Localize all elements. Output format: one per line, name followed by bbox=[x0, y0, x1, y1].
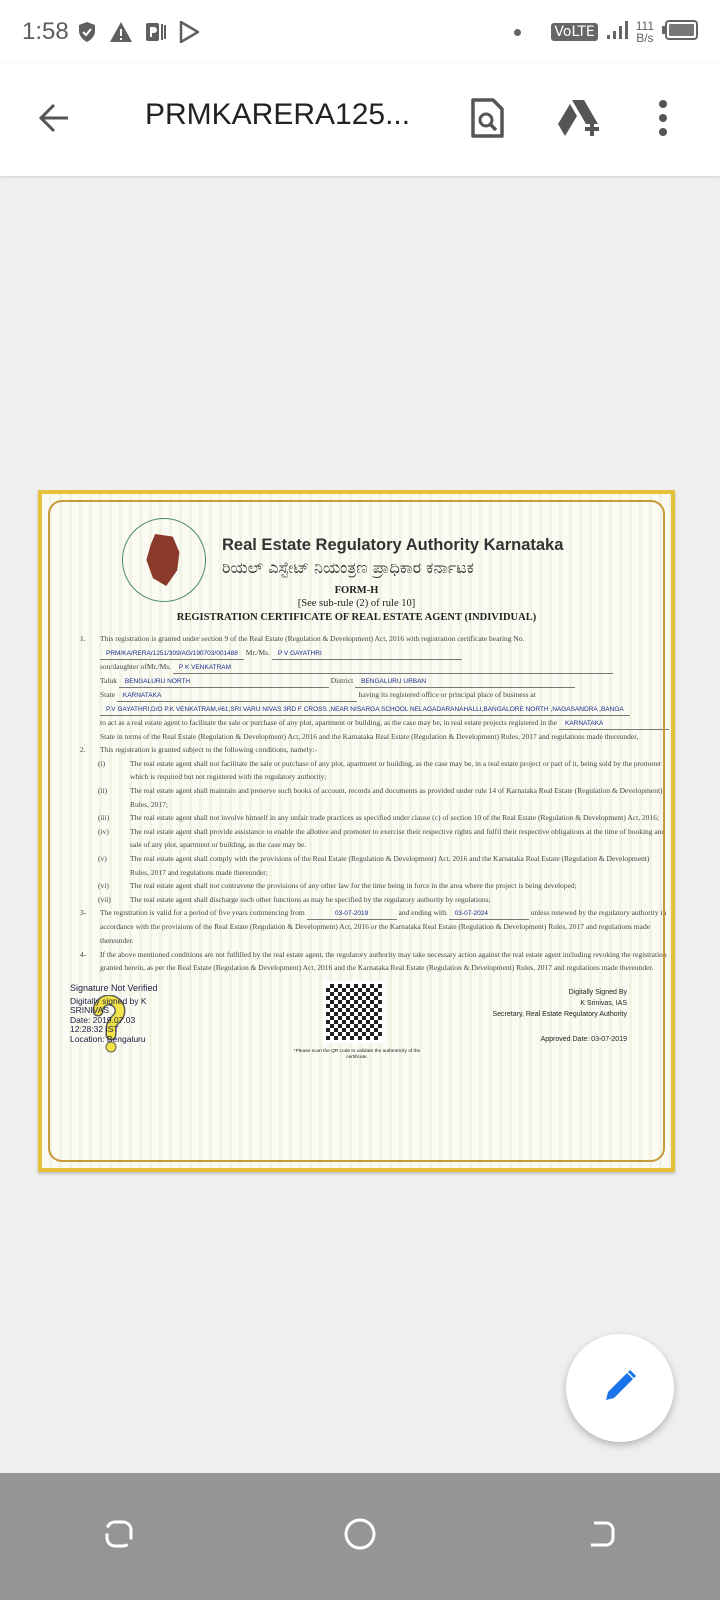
label: son/daughter ofMr./Ms. bbox=[100, 661, 172, 671]
signature-status: Signature Not Verified bbox=[70, 982, 158, 993]
condition-text: The real estate agent shall provide assistance to enable the allottee and promoter to exercise their respective rights and fulfil their respective obligations at the time of booking and sale of any plot, apartment or building, as the case may be. bbox=[130, 826, 666, 850]
navigation-bar bbox=[0, 1473, 720, 1600]
label: District bbox=[330, 675, 354, 685]
authority-name-en: Real Estate Regulatory Authority Karnataka bbox=[222, 536, 564, 554]
registration-number: PRM/KA/RERA/1251/309/AG/190703/001488 bbox=[100, 649, 244, 660]
pencil-icon bbox=[602, 1368, 638, 1409]
clause-3: 3- The registration is valid for a period of five years commencing from 03-07-2019 and ending with 03-07-2024 unless renewed by the regulatory authority in accordance with the provisions of the Real Estate (Regulation & Development) Act, 2016 or the Karnataka Real Estate (Regulation & Development) Rules, 2017 and regulations made thereunder. bbox=[80, 908, 667, 945]
clock: 1:58 bbox=[22, 18, 69, 45]
signed-by-block bbox=[493, 987, 628, 1020]
valid-to: 03-07-2024 bbox=[449, 909, 529, 920]
district-value: BENGALURU URBAN bbox=[355, 677, 575, 688]
app-bar bbox=[0, 64, 720, 176]
signed-by-label: Digitally Signed By bbox=[568, 988, 627, 996]
condition-number: (vi) bbox=[98, 881, 109, 891]
clause-text: and ending with bbox=[398, 908, 447, 918]
address-value: P.V GAYATHRI,D/O P.K VENKATRAM,#61,SRI VARU NIVAS 3RD F CROSS ,NEAR NISARGA SCHOOL NELAGADARANAHALLI,BANGALORE NORTH ,NAGASANDRA ,BANGA bbox=[100, 705, 630, 716]
registered-state: KARNATAKA bbox=[559, 719, 669, 730]
add-to-drive-icon[interactable] bbox=[558, 98, 604, 143]
shield-icon bbox=[77, 21, 97, 43]
certificate-footer bbox=[42, 981, 671, 1081]
qr-code bbox=[323, 981, 385, 1043]
condition-item bbox=[80, 852, 670, 879]
signal-icon bbox=[606, 21, 628, 44]
more-options-icon[interactable] bbox=[658, 98, 668, 143]
signature-time: 12:28:32 IST bbox=[70, 1024, 119, 1035]
signature-date: Date: 2019.07.03 bbox=[70, 1014, 136, 1025]
clause-4: 4- If the above mentioned conditions are not fulfilled by the real estate agent, the regulatory authority may take necessary action against the real estate agent including revoking the registration granted herein, as per the Real Estate (Regulation & Development) Act, 2016 and the Karnataka Real Estate (Regulation & Development) Rules, 2017 and regulations made thereunder. bbox=[80, 949, 667, 973]
condition-number: (vii) bbox=[98, 894, 111, 904]
clause-1: 1. This registration is granted under section 9 of the Real Estate (Regulation & Development) Act, 2016 with registration certificate bearing No. PRM/KA/RERA/1251/309/AG/190703/001488 Mr./Ms. P V GAYATHRI son/daughter ofMr./Ms. P K VENKATRAM Taluk BENGALURU NORTH District BENGALURU URBAN State KARNATAKA having its registered office or principal place of business at P.V GAYATHRI,D/O P.K VENKATRAM,#61,SRI VARU NIVAS 3RD F CROSS ,NEAR NISARGA SCHOOL NELAGADARANAHALLI,BANGALORE NORTH ,NAGASANDRA ,BANGA to act as a real estate agent to facilitate the sale or purchase of any plot, apartment or building, as the case may be, in real estate projects registered in the KARNATAKA State in terms of the Real Estate (Regulation & Development) Act, 2016 and the Karnataka Real Estate (Regulation & Development) Rules, 2017 and regulations made thereunder, bbox=[80, 632, 670, 743]
condition-number: (ii) bbox=[98, 785, 108, 795]
condition-item bbox=[80, 825, 670, 852]
conditions-list bbox=[80, 757, 670, 907]
condition-number: (iii) bbox=[98, 813, 110, 823]
home-button[interactable] bbox=[343, 1517, 377, 1556]
edit-fab-button[interactable] bbox=[566, 1334, 674, 1442]
agent-name: P V GAYATHRI bbox=[272, 649, 462, 660]
condition-text: The real estate agent shall not involve himself in any unfair trade practices as specified under clause (c) of section 10 of the Real Estate (Regulation & Development) Act, 2016; bbox=[130, 813, 659, 823]
valid-from: 03-07-2019 bbox=[307, 909, 397, 920]
clause-text: If the above mentioned conditions are not fulfilled by the real estate agent, the regulatory authority may take necessary action against the real estate agent including revoking the registration granted herein, as per the Real Estate (Regulation & Development) Act, 2016 and the Karnataka Real Estate (Regulation & Development) Rules, 2017 and regulations made thereunder. bbox=[100, 949, 667, 973]
parking-app-icon bbox=[145, 21, 167, 43]
back-nav-button[interactable] bbox=[586, 1519, 616, 1554]
signer-name: K Srinivas, IAS bbox=[580, 999, 627, 1007]
condition-number: (v) bbox=[98, 853, 107, 863]
warning-icon bbox=[109, 21, 133, 43]
speed-unit: B/s bbox=[636, 31, 654, 45]
authority-name-kn: ರಿಯಲ್ ಎಸ್ಟೇಟ್ ನಿಯಂತ್ರಣ ಪ್ರಾಧಿಕಾರ ಕರ್ನಾಟಕ bbox=[222, 558, 474, 577]
signature-location: Location: Bengaluru bbox=[70, 1033, 146, 1044]
condition-text: The real estate agent shall maintain and preserve such books of account, records and documents as provided under rule 14 of Karnataka Real Estate (Regulation & Development) Rules, 2017; bbox=[130, 785, 663, 809]
clause-2: 2. This registration is granted subject to the following conditions, namely:- bbox=[80, 745, 318, 755]
condition-item bbox=[80, 893, 670, 907]
condition-text: The real estate agent shall discharge such other functions as may be specified by the regulatory authority by regulations; bbox=[130, 894, 491, 904]
clause-text: having its registered office or principal place of business at bbox=[358, 689, 536, 699]
label: Mr./Ms. bbox=[245, 647, 270, 657]
state-value: KARNATAKA bbox=[117, 691, 357, 702]
approved-date: Approved Date: 03-07-2019 bbox=[540, 1035, 627, 1043]
certificate-body bbox=[80, 632, 670, 975]
certificate-header bbox=[42, 494, 671, 632]
condition-text: The real estate agent shall not contravene the provisions of any other law for the time being in force in the area where the project is being developed; bbox=[130, 881, 577, 891]
clause-text: The registration is valid for a period of five years commencing from bbox=[100, 908, 305, 918]
condition-text: The real estate agent shall not facilitate the sale or purchase of any plot, apartment or building, as the case may be, in a real estate project or part of it, being sold by the promoter which is required but not registered with the regulatory authority; bbox=[130, 758, 662, 782]
notification-dot-icon bbox=[514, 29, 521, 36]
volte-badge: VoLTE bbox=[551, 23, 597, 41]
father-name: P K VENKATRAM bbox=[173, 663, 613, 674]
battery-icon bbox=[662, 20, 698, 45]
document-title: PRMKARERA125... bbox=[145, 98, 411, 131]
label: State bbox=[100, 689, 115, 699]
network-speed bbox=[636, 20, 654, 44]
clause-text: This registration is granted under section 9 of the Real Estate (Regulation & Development) Act, 2016 with registration certificate bearing No. bbox=[100, 634, 525, 643]
condition-item bbox=[80, 784, 670, 811]
condition-text: The real estate agent shall comply with the provisions of the Real Estate (Regulation & Development) Act, 2016 and the Karnataka Real Estate (Regulation & Development) Rules, 2017 and regulations made thereunder; bbox=[130, 853, 650, 877]
condition-number: (i) bbox=[98, 758, 106, 768]
back-button[interactable] bbox=[36, 100, 72, 141]
qr-note: *Please scan the QR code to validate the authenticity of the certificate. bbox=[293, 1048, 421, 1060]
certificate-title: REGISTRATION CERTIFICATE OF REAL ESTATE AGENT (INDIVIDUAL) bbox=[176, 612, 537, 623]
play-store-icon bbox=[179, 21, 199, 43]
find-in-document-icon[interactable] bbox=[470, 98, 504, 143]
recents-button[interactable] bbox=[104, 1519, 134, 1554]
condition-item bbox=[80, 757, 670, 784]
digital-signature-block[interactable] bbox=[70, 983, 170, 1045]
status-bar bbox=[0, 0, 720, 64]
clause-text: to act as a real estate agent to facilitate the sale or purchase of any plot, apartment or building, as the case may be, in real estate projects registered in the bbox=[100, 717, 558, 727]
clause-text: unless renewed by the regulatory authority in accordance with the provisions of the Real Estate (Regulation & Development) Act, 2016 or the Karnataka Real Estate (Regulation & Development) Rules, 2017 and regulations made thereunder. bbox=[100, 908, 667, 945]
label: Taluk bbox=[100, 675, 117, 685]
certificate-page[interactable] bbox=[38, 490, 675, 1172]
signature-by: Digitally signed by K SRINIVAS bbox=[70, 995, 147, 1016]
clause-text: State in terms of the Real Estate (Regulation & Development) Act, 2016 and the Karnataka Real Estate (Regulation & Development) Rules, 2017 and regulations made thereunder, bbox=[100, 731, 639, 741]
condition-item bbox=[80, 811, 670, 825]
speed-value: 111 bbox=[635, 19, 654, 33]
condition-item bbox=[80, 879, 670, 893]
form-label: FORM-H bbox=[334, 585, 379, 596]
subrule: [See sub-rule (2) of rule 10] bbox=[297, 598, 416, 609]
taluk-value: BENGALURU NORTH bbox=[119, 677, 329, 688]
condition-number: (iv) bbox=[98, 826, 109, 836]
signer-title: Secretary, Real Estate Regulatory Authority bbox=[492, 1010, 627, 1018]
clause-text: This registration is granted subject to the following conditions, namely:- bbox=[100, 745, 318, 755]
